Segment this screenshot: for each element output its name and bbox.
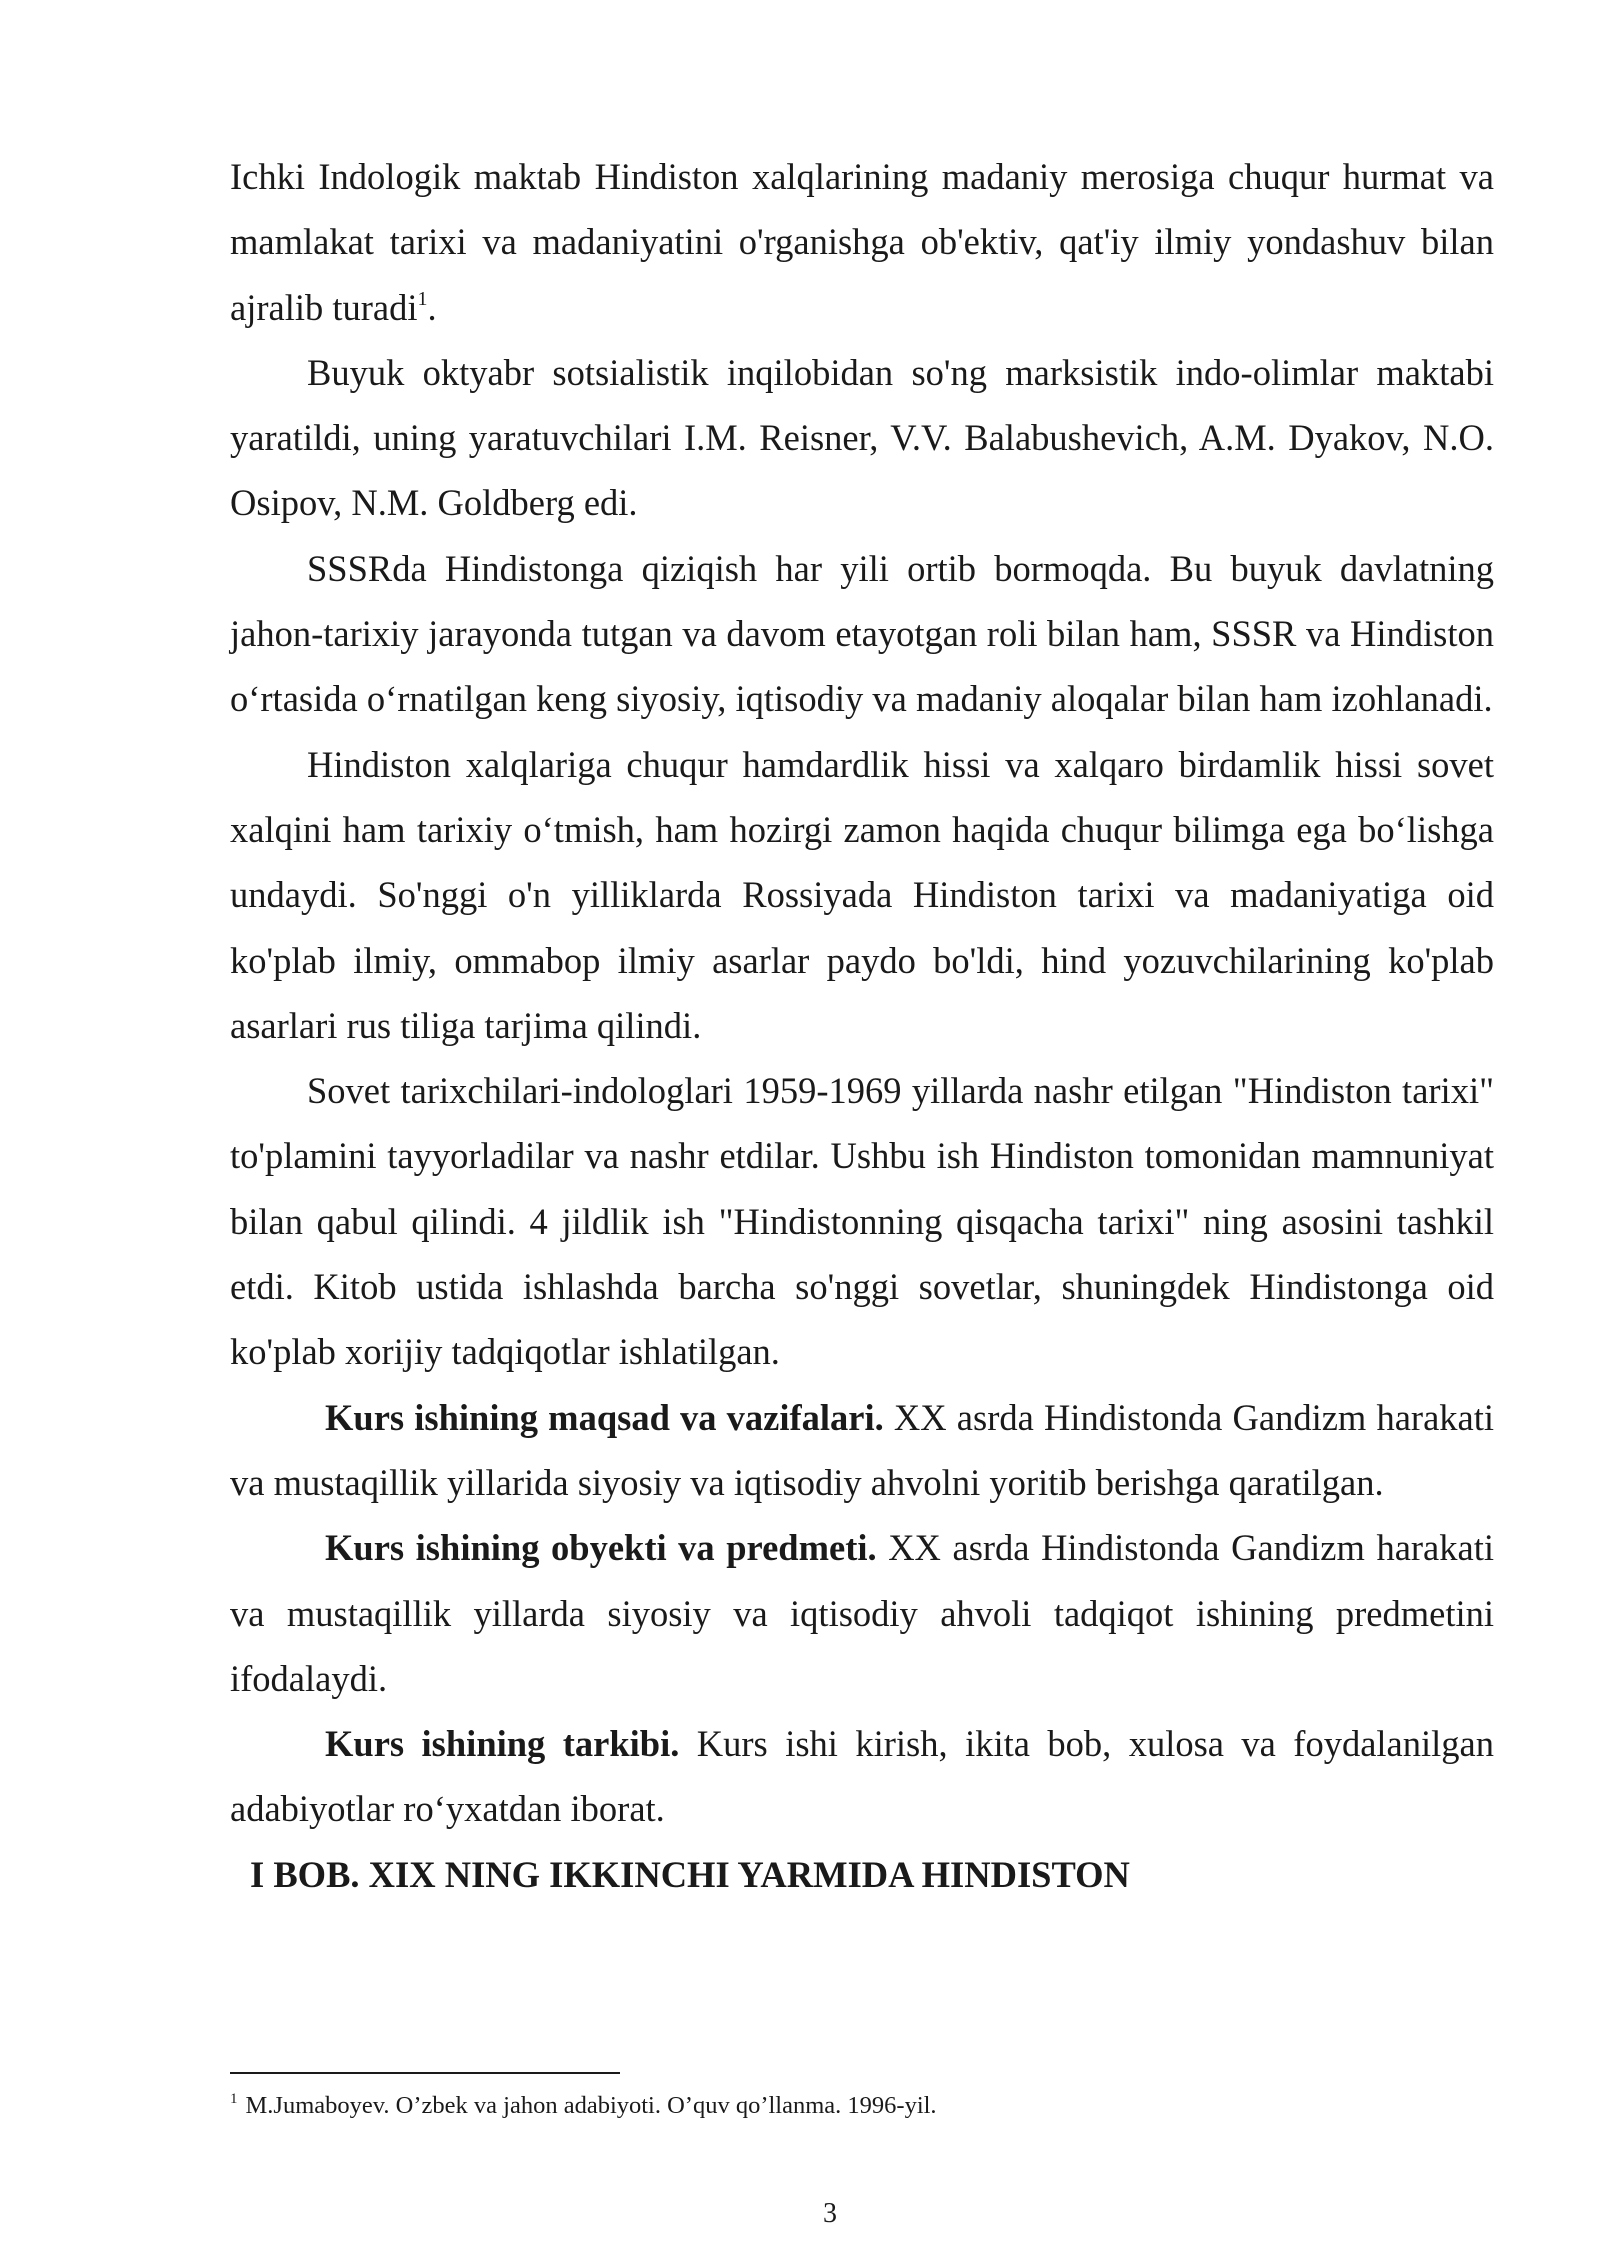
chapter-heading: I BOB. XIX NING IKKINCHI YARMIDA HINDISTON: [250, 1853, 1130, 1895]
structure-text: Kurs ishi kirish, ikita bob, xulosa va foydalanilgan adabiyotlar roʻyxatdan iborat.: [230, 1723, 1494, 1830]
paragraph-structure: [230, 1711, 1494, 1842]
footnote-separator: [230, 2072, 620, 2074]
goals-heading: Kurs ishining maqsad va vazifalari.: [325, 1396, 884, 1438]
page-number: 3: [823, 2198, 837, 2229]
object-text: XX asrda Hindistonda Gandizm harakati va mustaqillik yillarda siyosiy va iqtisodiy ahvoli tadqiqot ishining predmetini ifodalaydi.: [230, 1527, 1494, 1699]
body-text: [230, 144, 1494, 1907]
structure-heading: Kurs ishining tarkibi.: [325, 1723, 680, 1765]
paragraph-1-end: .: [427, 286, 437, 328]
footnote-text: M.Jumaboyev. O’zbek va jahon adabiyoti. O’quv qo’llanma. 1996-yil.: [245, 2092, 937, 2119]
footnote: [230, 2088, 937, 2124]
paragraph-3: SSSRda Hindistonga qiziqish har yili ortib bormoqda. Bu buyuk davlatning jahon-tarixiy jarayonda tutgan va davom etayotgan roli bilan ham, SSSR va Hindiston oʻrtasida oʻrnatilgan keng siyosiy, iqtisodiy va madaniy aloqalar bilan ham izohlanadi.: [230, 547, 1494, 720]
paragraph-object: [230, 1515, 1494, 1711]
goals-text: XX asrda Hindistonda Gandizm harakati va mustaqillik yillarida siyosiy va iqtisodiy ahvolni yoritib berishga qaratilgan.: [230, 1396, 1495, 1503]
paragraph-1: [230, 144, 1494, 340]
paragraph-4: Hindiston xalqlariga chuqur hamdardlik hissi va xalqaro birdamlik hissi sovet xalqini ham tarixiy oʻtmish, ham hozirgi zamon haqida chuqur bilimga ega boʻlishga undaydi. So'nggi o'n yilliklarda Rossiyada Hindiston tarixi va madaniyatiga oid ko'plab ilmiy, ommabop ilmiy asarlar paydo bo'ldi, hind yozuvchilarining ko'plab asarlari rus tiliga tarjima qilindi.: [230, 743, 1494, 1046]
paragraph-goals: [230, 1385, 1494, 1516]
paragraph-5: Sovet tarixchilari-indologlari 1959-1969 yillarda nashr etilgan "Hindiston tarixi" to'plamini tayyorladilar va nashr etdilar. Ushbu ish Hindiston tomonidan mamnuniyat bilan qabul qilindi. 4 jildlik ish "Hindistonning qisqacha tarixi" ning asosini tashkil etdi. Kitob ustida ishlashda barcha so'nggi sovetlar, shuningdek Hindistonga oid ko'plab xorijiy tadqiqotlar ishlatilgan.: [230, 1070, 1494, 1373]
paragraph-1-text: Ichki Indologik maktab Hindiston xalqlarining madaniy merosiga chuqur hurmat va mamlakat tarixi va madaniyatini o'rganishga ob'ektiv, qat'iy ilmiy yondashuv bilan ajralib turadi: [230, 156, 1494, 328]
paragraph-2: Buyuk oktyabr sotsialistik inqilobidan so'ng marksistik indo-olimlar maktabi yaratildi, uning yaratuvchilari I.M. Reisner, V.V. Balabushevich, A.M. Dyakov, N.O. Osipov, N.M. Goldberg edi.: [230, 351, 1494, 524]
footnote-reference: 1: [417, 287, 428, 310]
object-heading: Kurs ishining obyekti va predmeti.: [325, 1527, 877, 1569]
footnote-marker: 1: [230, 2090, 238, 2107]
